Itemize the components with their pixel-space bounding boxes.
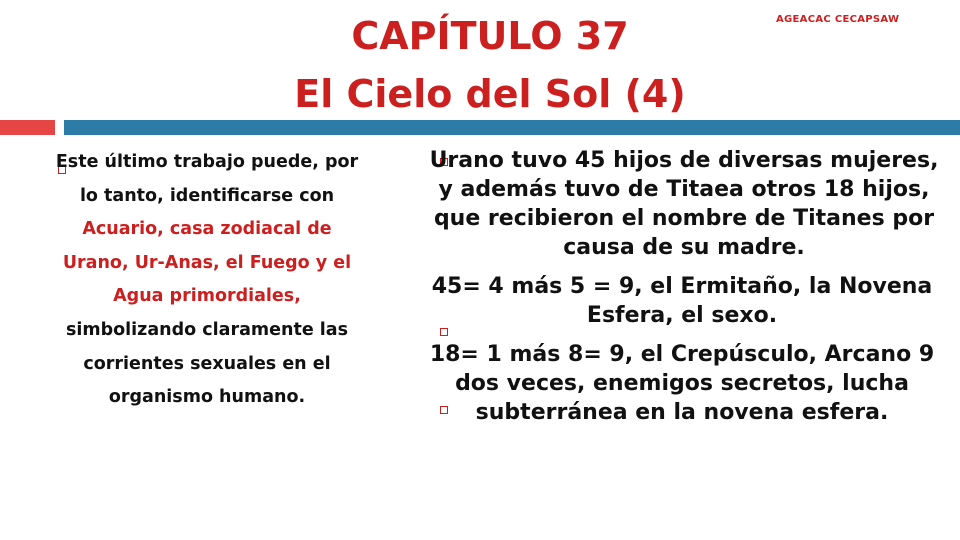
left-text-closing: simbolizando claramente las corrientes sexuales en el organismo humano. [65,319,349,408]
bullet-item: Urano tuvo 45 hijos de diversas mujeres, y además tuvo de Titaea otros 18 hijos, que recibieron el nombre de Titanes por causa de su madre. [429,148,939,260]
left-text-intro: Este último trabajo puede, por lo tanto, identificarse con [55,152,359,206]
chapter-title: CAPÍTULO 37 [351,14,629,58]
divider-blue-bar [64,120,960,135]
bullet-item: 18= 1 más 8= 9, el Crepúsculo, Arcano 9 dos veces, enemigos secretos, lucha subterránea en la novena esfera. [429,342,935,425]
left-paragraph [52,146,362,415]
right-bullet-list [422,146,942,427]
watermark-text: AGEACAC CECAPSAW [776,14,900,25]
divider-red-bar [0,120,55,135]
chapter-subtitle: El Cielo del Sol (4) [294,72,686,116]
slide-title [200,8,780,124]
left-text-highlight: Acuario, casa zodiacal de Urano, Ur-Anas, el Fuego y el Agua primordiales, [62,219,352,307]
bullet-item: 45= 4 más 5 = 9, el Ermitaño, la Novena Esfera, el sexo. [431,274,933,328]
